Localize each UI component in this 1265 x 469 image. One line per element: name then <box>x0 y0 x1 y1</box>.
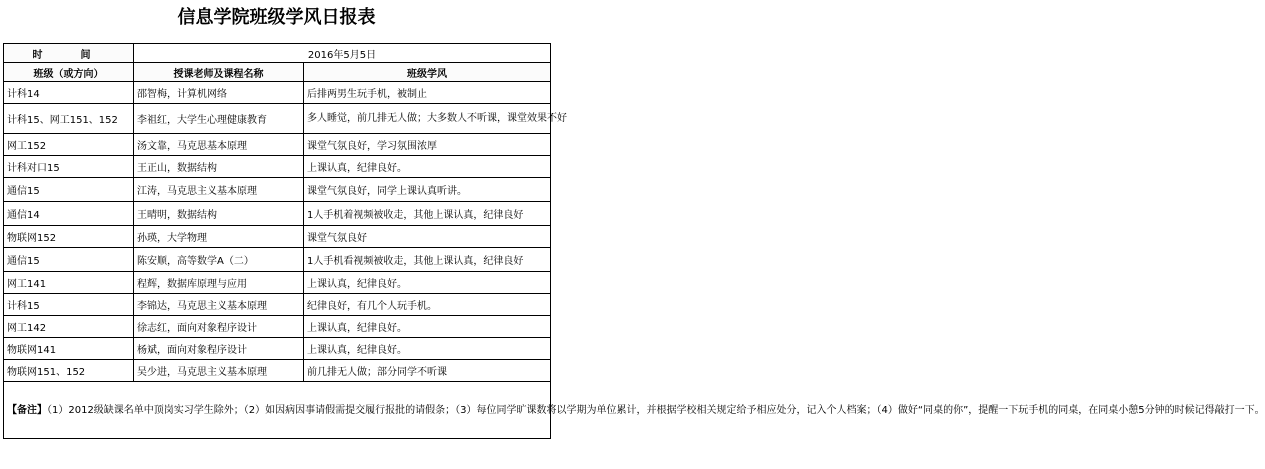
style-cell: 课堂气氛良好，同学上课认真听讲。 <box>304 178 551 202</box>
style-cell: 课堂气氛良好 <box>304 226 551 248</box>
style-cell: 上课认真，纪律良好。 <box>304 156 551 178</box>
style-cell: 后排两男生玩手机，被制止 <box>304 82 551 104</box>
note-cell <box>4 382 1265 439</box>
style-cell: 1人手机着视频被收走，其他上课认真，纪律良好 <box>304 202 551 226</box>
style-cell: 上课认真，纪律良好。 <box>304 272 551 294</box>
note-text: （1）2012级缺课名单中顶岗实习学生除外；（2）如因病因事请假需提交履行报批的请假条；（3）每位同学旷课数将以学期为单位累计，并根据学校相关规定给予相应处分，记入个人档案；（4）做好“同桌的你”，提醒一下玩手机的同桌，在同桌小憩5分钟的时候记得敲打一下。 <box>47 404 1265 416</box>
table-row <box>4 316 551 338</box>
class-cell: 通信15 <box>4 178 134 202</box>
table-row <box>4 134 551 156</box>
note-label: 【备注】 <box>7 404 47 416</box>
time-label: 时 间 <box>4 44 134 63</box>
table-row <box>4 226 551 248</box>
class-cell: 通信15 <box>4 248 134 272</box>
header-class-style: 班级学风 <box>304 63 551 82</box>
teacher-cell: 王晴明，数据结构 <box>134 202 304 226</box>
table-row <box>4 338 551 360</box>
style-cell: 纪律良好，有几个人玩手机。 <box>304 294 551 316</box>
teacher-cell: 杨斌，面向对象程序设计 <box>134 338 304 360</box>
teacher-cell: 李锦达，马克思主义基本原理 <box>134 294 304 316</box>
table-row <box>4 178 551 202</box>
teacher-cell: 江涛，马克思主义基本原理 <box>134 178 304 202</box>
teacher-cell: 徐志红，面向对象程序设计 <box>134 316 304 338</box>
teacher-cell: 陈安顺，高等数学A（二） <box>134 248 304 272</box>
class-cell: 物联网151、152 <box>4 360 134 382</box>
report-title: 信息学院班级学风日报表 <box>177 7 376 28</box>
style-cell: 前几排无人做；部分同学不听课 <box>304 360 551 382</box>
table-row <box>4 248 551 272</box>
table-row <box>4 156 551 178</box>
style-cell: 课堂气氛良好，学习氛围浓厚 <box>304 134 551 156</box>
teacher-cell: 孙瑛，大学物理 <box>134 226 304 248</box>
teacher-cell: 邵智梅，计算机网络 <box>134 82 304 104</box>
table-row <box>4 104 551 134</box>
table-row <box>4 360 551 382</box>
style-cell: 上课认真，纪律良好。 <box>304 316 551 338</box>
teacher-cell: 汤文靠，马克思基本原理 <box>134 134 304 156</box>
class-cell: 网工141 <box>4 272 134 294</box>
class-cell: 计科14 <box>4 82 134 104</box>
note-row <box>4 382 551 439</box>
report-table <box>3 43 1265 439</box>
teacher-cell: 李祖红，大学生心理健康教育 <box>134 104 304 134</box>
class-cell: 网工142 <box>4 316 134 338</box>
style-cell: 多人睡觉，前几排无人做；大多数人不听课，课堂效果不好 <box>304 104 551 134</box>
time-row <box>4 44 551 63</box>
header-row <box>4 63 551 82</box>
class-cell: 通信14 <box>4 202 134 226</box>
teacher-cell: 王正山，数据结构 <box>134 156 304 178</box>
table-row <box>4 272 551 294</box>
table-row <box>4 82 551 104</box>
class-cell: 计科15、网工151、152 <box>4 104 134 134</box>
header-class: 班级（或方向） <box>4 63 134 82</box>
table-row <box>4 294 551 316</box>
teacher-cell: 程辉，数据库原理与应用 <box>134 272 304 294</box>
teacher-cell: 吴少进，马克思主义基本原理 <box>134 360 304 382</box>
style-cell: 1人手机看视频被收走，其他上课认真，纪律良好 <box>304 248 551 272</box>
report-date: 2016年5月5日 <box>134 44 551 63</box>
class-cell: 物联网141 <box>4 338 134 360</box>
table-row <box>4 202 551 226</box>
class-cell: 网工152 <box>4 134 134 156</box>
class-cell: 物联网152 <box>4 226 134 248</box>
class-cell: 计科15 <box>4 294 134 316</box>
header-teacher-course: 授课老师及课程名称 <box>134 63 304 82</box>
class-cell: 计科对口15 <box>4 156 134 178</box>
style-cell: 上课认真，纪律良好。 <box>304 338 551 360</box>
